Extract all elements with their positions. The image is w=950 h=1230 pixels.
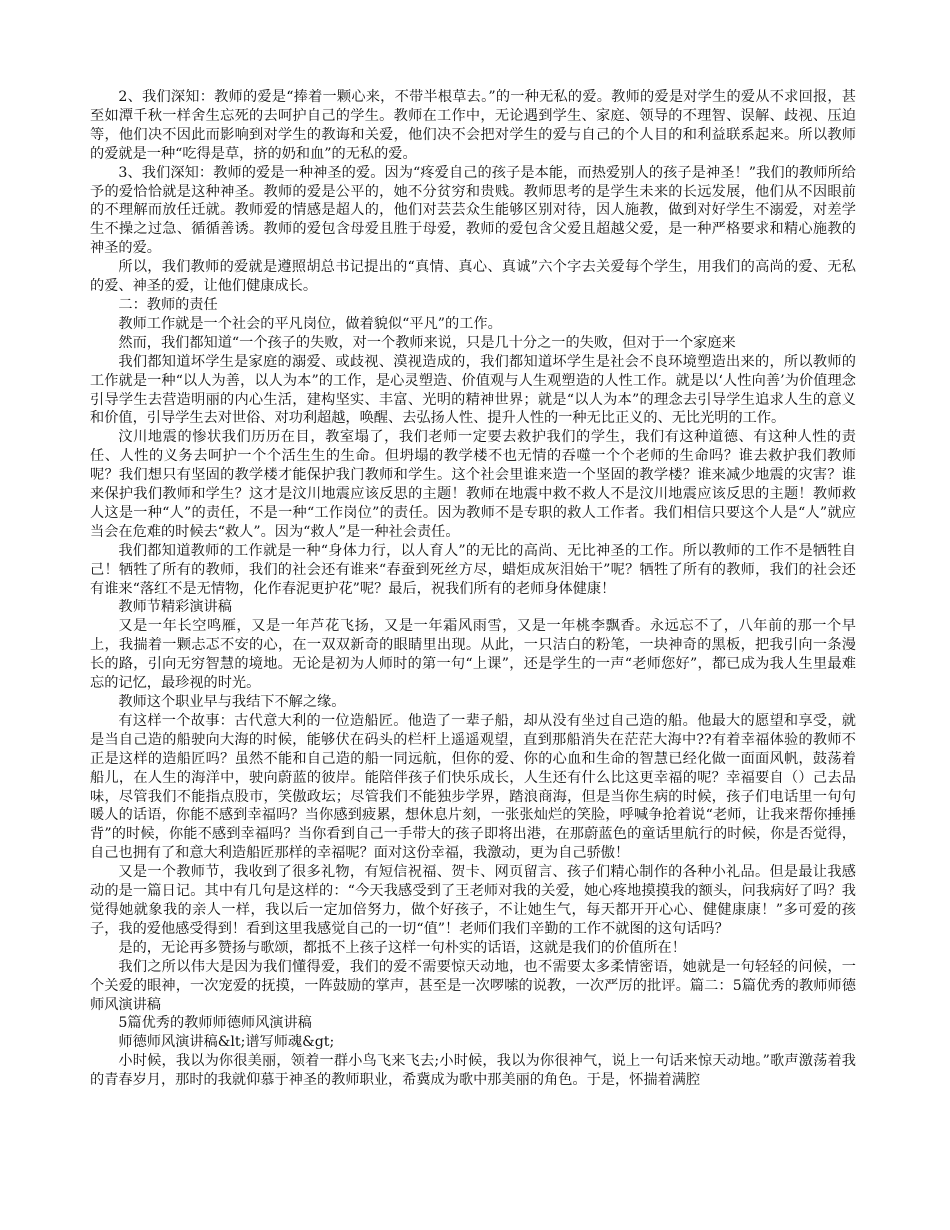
paragraph: 3、我们深知：教师的爱是一种神圣的爱。因为“疼爱自己的孩子是本能，而热爱别人的孩子是神圣！”我们的教师所给予的爱恰恰就是这种神圣。教师的爱是公平的，她不分贫穷和贵贱。教师思考的是学生未来的长远发展，他们从不因眼前的不理解而放任迁就。教师爱的情感是超人的，他们对芸芸众生能够区别对待，因人施教，做到对好学生不溺爱，对差学生不操之过急、循循善诱。教师的爱包含母爱且胜于母爱，教师的爱包含父爱且超越父爱，是一种严格要求和精心施教的神圣的爱。 [90, 164, 856, 257]
section-heading: 5篇优秀的教师师德师风演讲稿 [118, 1015, 312, 1032]
section-heading: 师德师风演讲稿&lt;谱写师魂&gt; [118, 1034, 335, 1051]
paragraph: 教师这个职业早与我结下不解之缘。 [118, 694, 346, 710]
paragraph: 有这样一个故事：古代意大利的一位造船匠。他造了一辈子船，却从没有坐过自己造的船。他最大的愿望和享受，就是当自己造的船驶向大海的时候，能够伏在码头的栏杆上遥遥观望，直到那船消失在茫茫大海中??有着幸福体验的教师不正是这样的造船匠吗？虽然不能和自己造的船一同远航，但你的爱、你的心血和生命的智慧已经化做一面面风帆，鼓荡着船儿，在人生的海洋中，驶向蔚蓝的彼岸。能陪伴孩子们快乐成长，人生还有什么比这更幸福的呢？幸福要自（）己去品味，尽管我们不能指点股市，笑傲政坛；尽管我们不能独步学界，踏浪商海，但是当你生病的时候，孩子们电话里一句句暖人的话语，你能不感到幸福吗？当你感到疲累，想休息片刻，一张张灿烂的笑脸，呼喊争抢着说“老师，让我来帮你捶捶背”的时候，你能不感到幸福吗？当你看到自己一手带大的孩子即将出港，在那蔚蓝色的童话里航行的时候，你是否觉得，自己也拥有了和意大利造船匠那样的幸福呢？面对这份幸福，我激动，更为自己骄傲！ [90, 712, 856, 862]
paragraph: 我们都知道坏学生是家庭的溺爱、或歧视、漠视造成的，我们都知道坏学生是社会不良环境塑造出来的，所以教师的工作就是一种“以人为善，以人为本”的工作，是心灵塑造、价值观与人生观塑造的人性工作。就是以‘人性向善’为价值理念引导学生去营造明丽的内心生活，建构坚实、丰富、光明的精神世界；就是“以人为本”的理念去引导学生追求人生的意义和价值，引导学生去对世俗、对功利超越，唤醒、去弘扬人性、提升人性的一种无比正义的、无比光明的工作。 [90, 353, 856, 427]
section-heading: 教师节精彩演讲稿 [118, 599, 232, 616]
paragraph: 2、我们深知：教师的爱是“捧着一颗心来，不带半根草去。”的一种无私的爱。教师的爱是对学生的爱从不求回报，甚至如潭千秋一样舍生忘死的去呵护自己的学生。教师在工作中，无论遇到学生、家庭、领导的不理智、误解、歧视、压迫等，他们决不因此而影响到对学生的教诲和关爱，他们决不会把对学生的爱与自己的个人目的和利益联系起来。所以教师的爱就是一种“吃得是草，挤的奶和血”的无私的爱。 [90, 89, 856, 162]
paragraph: 我们都知道教师的工作就是一种“身体力行，以人育人”的无比的高尚、无比神圣的工作。所以教师的工作不是牺牲自己！牺牲了所有的教师，我们的社会还有谁来“春蚕到死丝方尽，蜡炬成灰泪始干”呢？牺牲了所有的教师，我们的社会还有谁来“落红不是无情物，化作春泥更护花”呢？最后，祝我们所有的老师身体健康！ [90, 542, 856, 597]
document-body [90, 88, 856, 1090]
paragraph: 教师工作就是一个社会的平凡岗位，做着貌似“平凡”的工作。 [118, 315, 502, 332]
paragraph: 又是一年长空鸣雁，又是一年芦花飞扬，又是一年霜风雨雪，又是一年桃李飘香。永远忘不了，八年前的那一个早上，我揣着一颗忐忑不安的心，在一双双新奇的眼睛里出现。从此，一只洁白的粉笔，一块神奇的黑板，把我引向一条漫长的路，引向无穷智慧的境地。无论是初为人师时的第一句“上课”，还是学生的一声“老师您好”，都已成为我人生里最难忘的记忆，最珍视的时光。 [90, 618, 856, 692]
paragraph: 所以，我们教师的爱就是遵照胡总书记提出的“真情、真心、真诚”六个字去关爱每个学生，用我们的高尚的爱、无私的爱、神圣的爱，让他们健康成长。 [90, 259, 856, 295]
section-heading: 二：教师的责任 [118, 296, 218, 313]
paragraph: 又是一个教师节，我收到了很多礼物，有短信祝福、贺卡、网页留言、孩子们精心制作的各种小礼品。但是最让我感动的是一篇日记。其中有几句是这样的：“今天我感受到了王老师对我的关爱，她心疼地摸摸我的额头，问我病好了吗？我觉得她就象我的亲人一样，我以后一定加倍努力，做个好孩子，不让她生气，每天都开开心心、健健康康！”多可爱的孩子，我的爱他感受得到！看到这里我感觉自己的一切“值”！老师们我们辛勤的工作不就图的这句话吗？ [90, 864, 856, 937]
paragraph: 小时候，我以为你很美丽，领着一群小鸟飞来飞去;小时候，我以为你很神气，说上一句话来惊天动地。”歌声激荡着我的青春岁月，那时的我就仰慕于神圣的教师职业，希冀成为歌中那美丽的角色。于是，怀揣着满腔 [90, 1053, 856, 1089]
paragraph: 是的，无论再多赞扬与歌颂，都抵不上孩子这样一句朴实的话语，这就是我们的价值所在！ [118, 939, 686, 956]
paragraph: 然而，我们都知道“一个孩子的失败，对一个教师来说，只是几十分之一的失败，但对于一个家庭来 [118, 334, 736, 351]
paragraph: 我们之所以伟大是因为我们懂得爱，我们的爱不需要惊天动地，也不需要太多柔情密语，她就是一句轻轻的问候，一个关爱的眼神，一次宠爱的抚摸，一阵鼓励的掌声，甚至是一次啰嗦的说教，一次严厉的批评。篇二：5篇优秀的教师师德师风演讲稿 [90, 958, 856, 1013]
paragraph: 汶川地震的惨状我们历历在目，教室塌了，我们老师一定要去救护我们的学生，我们有这种道德、有这种人性的责任、人性的义务去呵护一个个活生生的生命。但坍塌的教学楼不也无情的吞噬一个个老师的生命吗？谁去救护我们教师呢？我们想只有坚固的教学楼才能保护我门教师和学生。这个社会里谁来造一个坚固的教学楼？谁来减少地震的灾害？谁来保护我们教师和学生？这才是汶川地震应该反思的主题！教师在地震中救不救人不是汶川地震应该反思的主题！教师救人这是一种“人”的责任，不是一种“工作岗位”的责任。因为教师不是专职的救人工作者。我们相信只要这个人是“人”就应当会在危难的时候去“救人”。因为“救人”是一种社会责任。 [90, 429, 856, 540]
